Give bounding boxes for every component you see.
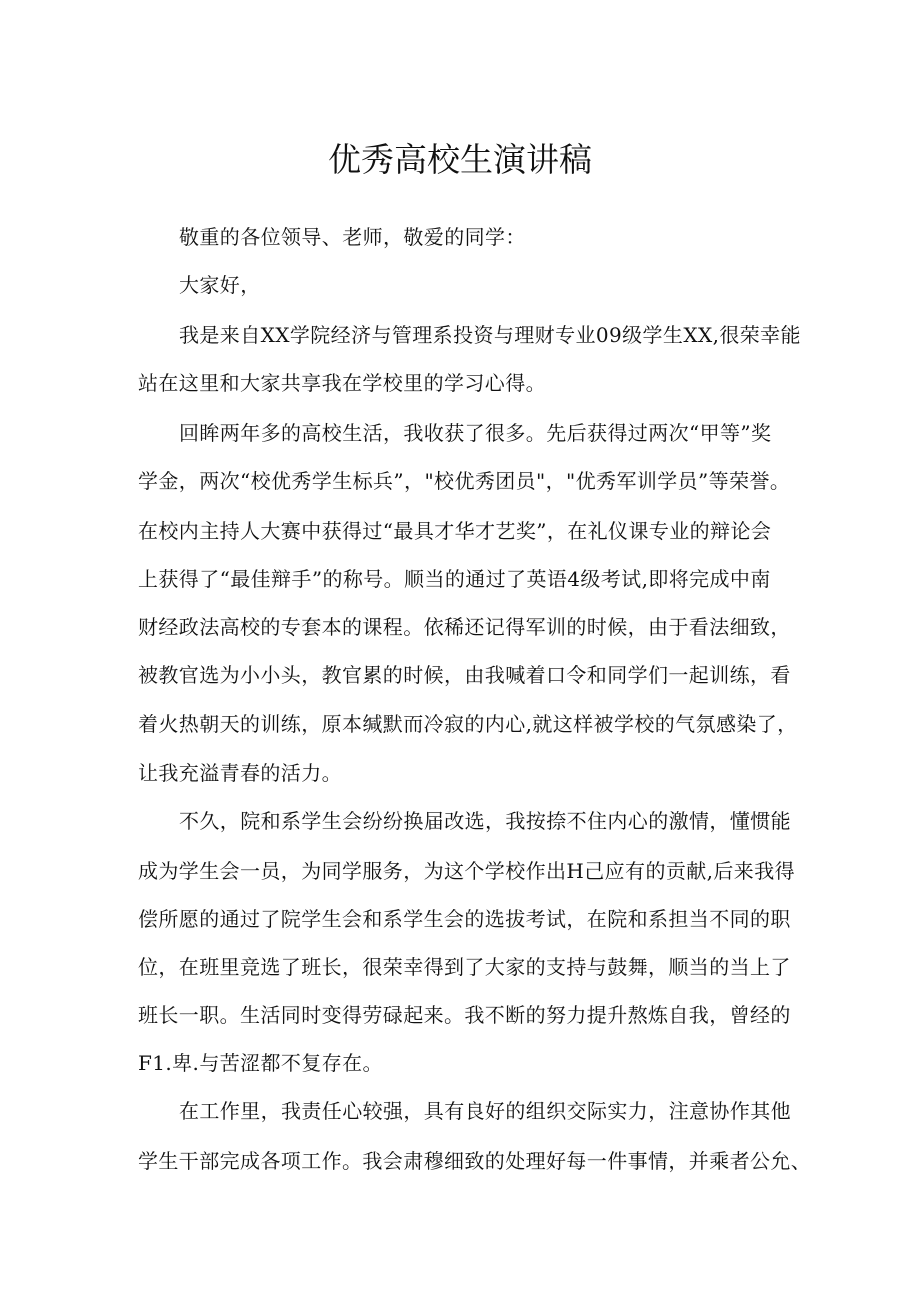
paragraph-3-line-4: 位，在班里竞选了班长，很荣幸得到了大家的支持与鼓舞，顺当的当上了 bbox=[138, 955, 791, 979]
paragraph-2-line-6: 被教官选为小小头，教官累的时候，由我喊着口令和同学们一起训练，看 bbox=[138, 663, 791, 687]
salutation-line: 敬重的各位领导、老师，敬爱的同学： bbox=[179, 225, 526, 249]
paragraph-2-line-2: 学金，两次“校优秀学生标兵”，"校优秀团员"，"优秀军训学员”等荣誉。 bbox=[138, 469, 791, 493]
paragraph-3-line-3: 偿所愿的通过了院学生会和系学生会的选拔考试，在院和系担当不同的职 bbox=[138, 907, 791, 931]
paragraph-2-line-4: 上获得了“最佳辩手”的称号。顺当的通过了英语4级考试,即将完成中南 bbox=[138, 567, 771, 591]
paragraph-3-line-6: F1.卑.与苦涩都不复存在。 bbox=[138, 1051, 383, 1075]
document-title: 优秀高校生演讲稿 bbox=[328, 140, 592, 179]
paragraph-4-line-1: 在工作里，我责任心较强，具有良好的组织交际实力，注意协作其他 bbox=[179, 1099, 791, 1123]
paragraph-2-line-3: 在校内主持人大赛中获得过“最具才华才艺奖”，在礼仪课专业的辩论会 bbox=[138, 519, 772, 543]
greeting-line: 大家好， bbox=[179, 273, 261, 297]
paragraph-1-line-2: 站在这里和大家共享我在学校里的学习心得。 bbox=[138, 371, 546, 395]
paragraph-4-line-2: 学生干部完成各项工作。我会肃穆细致的处理好每一件事情，并乘者公允、 bbox=[138, 1149, 812, 1173]
paragraph-3-line-5: 班长一职。生活同时变得劳碌起来。我不断的努力提升熬炼自我，曾经的 bbox=[138, 1003, 791, 1027]
paragraph-3-line-2: 成为学生会一员，为同学服务，为这个学校作出H己应有的贡献,后来我得 bbox=[138, 859, 795, 883]
paragraph-3-line-1: 不久，院和系学生会纷纷换届改选，我按捺不住内心的激情，懂惯能 bbox=[179, 809, 791, 833]
paragraph-1-line-1: 我是来自XX学院经济与管理系投资与理财专业09级学生XX,很荣幸能 bbox=[179, 323, 801, 347]
paragraph-2-line-8: 让我充溢青春的活力。 bbox=[138, 761, 342, 785]
paragraph-2-line-7: 着火热朝天的训练，原本缄默而冷寂的内心,就这样被学校的气氛感染了， bbox=[138, 712, 798, 736]
paragraph-2-line-1: 回眸两年多的高校生活，我收获了很多。先后获得过两次“甲等”奖 bbox=[179, 421, 772, 445]
paragraph-2-line-5: 财经政法高校的专套本的课程。依稀还记得军训的时候，由于看法细致， bbox=[138, 615, 791, 639]
